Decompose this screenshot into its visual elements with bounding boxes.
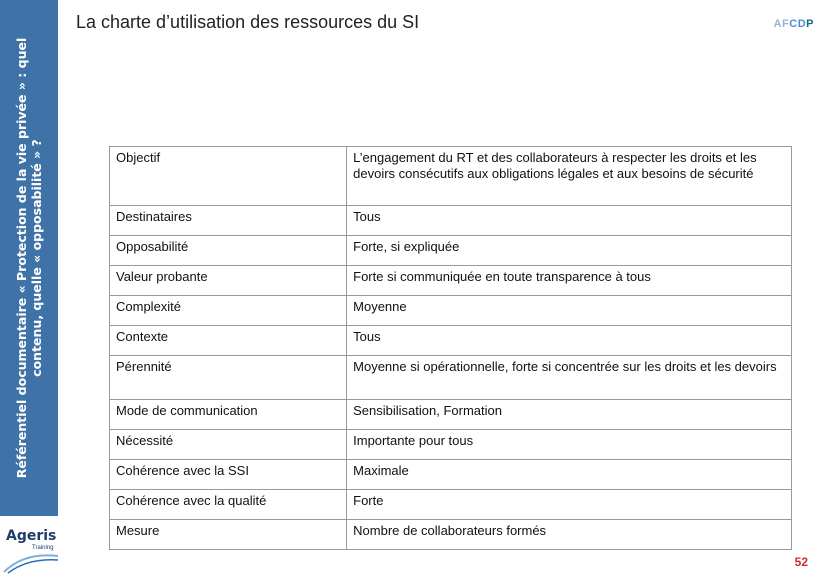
logo-sub: Training [32, 545, 54, 551]
brand-logo: AFCDP [773, 18, 814, 30]
table-row [110, 400, 792, 430]
sidebar-vertical-title: Référentiel documentaire « Protection de la vie privée » : quel contenu, quelle « opposabilité » ? [14, 37, 44, 479]
row-value: Moyenne si opérationnelle, forte si concentrée sur les droits et les devoirs [347, 356, 792, 400]
row-value: Forte, si expliquée [347, 236, 792, 266]
table-row [110, 296, 792, 326]
row-key: Complexité [110, 296, 347, 326]
page-number: 52 [794, 555, 808, 569]
row-value: Nombre de collaborateurs formés [347, 520, 792, 550]
row-key: Contexte [110, 326, 347, 356]
logo-word: Ageris [6, 528, 57, 544]
row-key: Mesure [110, 520, 347, 550]
row-key: Destinataires [110, 206, 347, 236]
row-value: Forte [347, 490, 792, 520]
row-value: Forte si communiquée en toute transparence à tous [347, 266, 792, 296]
row-value: Maximale [347, 460, 792, 490]
row-key: Valeur probante [110, 266, 347, 296]
page-title: La charte d’utilisation des ressources du SI [76, 12, 420, 32]
table-row [110, 326, 792, 356]
row-value: Moyenne [347, 296, 792, 326]
ageris-logo [2, 528, 60, 576]
row-key: Cohérence avec la qualité [110, 490, 347, 520]
table-row [110, 147, 792, 206]
row-key: Mode de communication [110, 400, 347, 430]
table-row [110, 430, 792, 460]
logo-swoosh-icon [2, 550, 60, 574]
table-row [110, 266, 792, 296]
table-row [110, 460, 792, 490]
row-value: Importante pour tous [347, 430, 792, 460]
row-key: Cohérence avec la SSI [110, 460, 347, 490]
table-row [110, 206, 792, 236]
row-key: Opposabilité [110, 236, 347, 266]
row-value: Tous [347, 326, 792, 356]
row-key: Nécessité [110, 430, 347, 460]
row-value: L’engagement du RT et des collaborateurs à respecter les droits et les devoirs consécutifs aux obligations légales et aux besoins de sécurité [347, 147, 792, 206]
table-row [110, 236, 792, 266]
table-row [110, 356, 792, 400]
row-value: Sensibilisation, Formation [347, 400, 792, 430]
table-row [110, 490, 792, 520]
table-row [110, 520, 792, 550]
row-value: Tous [347, 206, 792, 236]
sidebar-band [0, 0, 58, 516]
row-key: Objectif [110, 147, 347, 206]
row-key: Pérennité [110, 356, 347, 400]
charter-table [109, 146, 792, 550]
